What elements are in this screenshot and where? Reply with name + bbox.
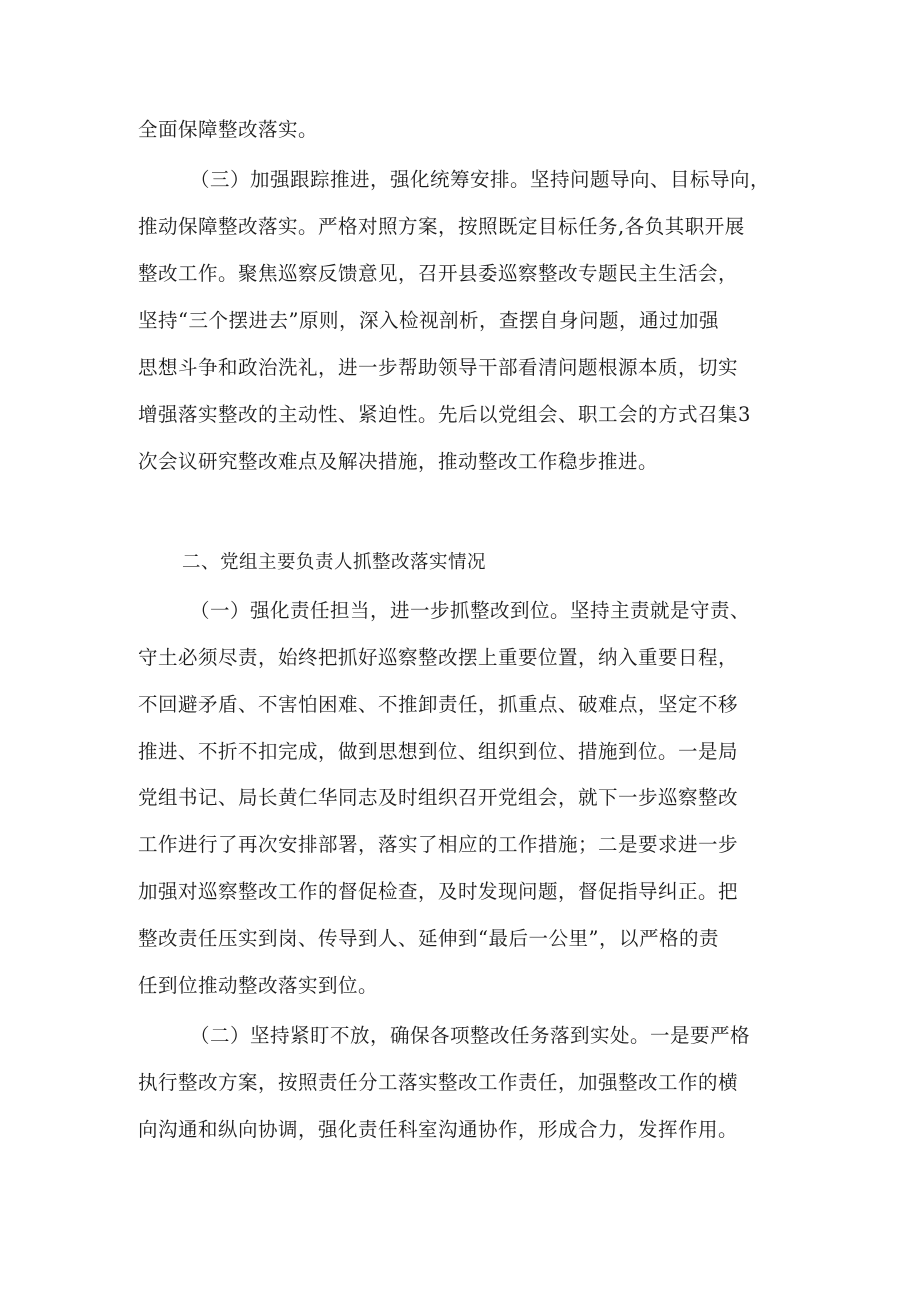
text-line: 全面保障整改落实。 [138,118,319,141]
text-line: 增强落实整改的主动性、紧迫性。先后以党组会、职工会的方式召集3 [138,403,751,426]
section-heading: 二、党组主要负责人抓整改落实情况 [182,552,487,573]
text-line: 党组书记、局长黄仁华同志及时组织召开党组会，就下一步巡察整改 [138,786,739,809]
text-line: 任到位推动整改落实到位。 [138,974,379,997]
text-line: 工作进行了再次安排部署，落实了相应的工作措施；二是要求进一步 [138,833,739,856]
text-line: 执行整改方案，按照责任分工落实整改工作责任，加强整改工作的横 [138,1071,739,1094]
text-line: 推进、不折不扣完成，做到思想到位、组织到位、措施到位。一是局 [138,740,739,763]
text-line: 加强对巡察整改工作的督促检查，及时发现问题，督促指导纠正。把 [138,880,739,903]
paragraph-1-heading-line: （一）强化责任担当，进一步抓整改到位。坚持主责就是守责、 [190,599,751,622]
text-line: 次会议研究整改难点及解决措施，推动整改工作稳步推进。 [138,450,659,473]
text-line: 守土必须尽责，始终把抓好巡察整改摆上重要位置，纳入重要日程， [138,646,739,669]
paragraph-3-heading-line: （三）加强跟踪推进，强化统筹安排。坚持问题导向、目标导向， [190,168,771,191]
text-line: 整改工作。聚焦巡察反馈意见，召开县委巡察整改专题民主生活会， [138,262,739,285]
text-line: 不回避矛盾、不害怕困难、不推卸责任，抓重点、破难点，坚定不移 [138,693,739,716]
paragraph-2-heading-line: （二）坚持紧盯不放，确保各项整改任务落到实处。一是要严格 [190,1024,751,1047]
text-line: 推动保障整改落实。严格对照方案，按照既定目标任务,各负其职开展 [138,215,745,238]
text-line: 向沟通和纵向协调，强化责任科室沟通协作，形成合力，发挥作用。 [138,1118,739,1141]
text-line: 思想斗争和政治洗礼，进一步帮助领导干部看清问题根源本质，切实 [138,356,739,379]
text-line: 坚持“三个摆进去”原则，深入检视剖析，查摆自身问题，通过加强 [138,309,719,332]
text-line: 整改责任压实到岗、传导到人、延伸到“最后一公里”，以严格的责 [138,927,719,950]
